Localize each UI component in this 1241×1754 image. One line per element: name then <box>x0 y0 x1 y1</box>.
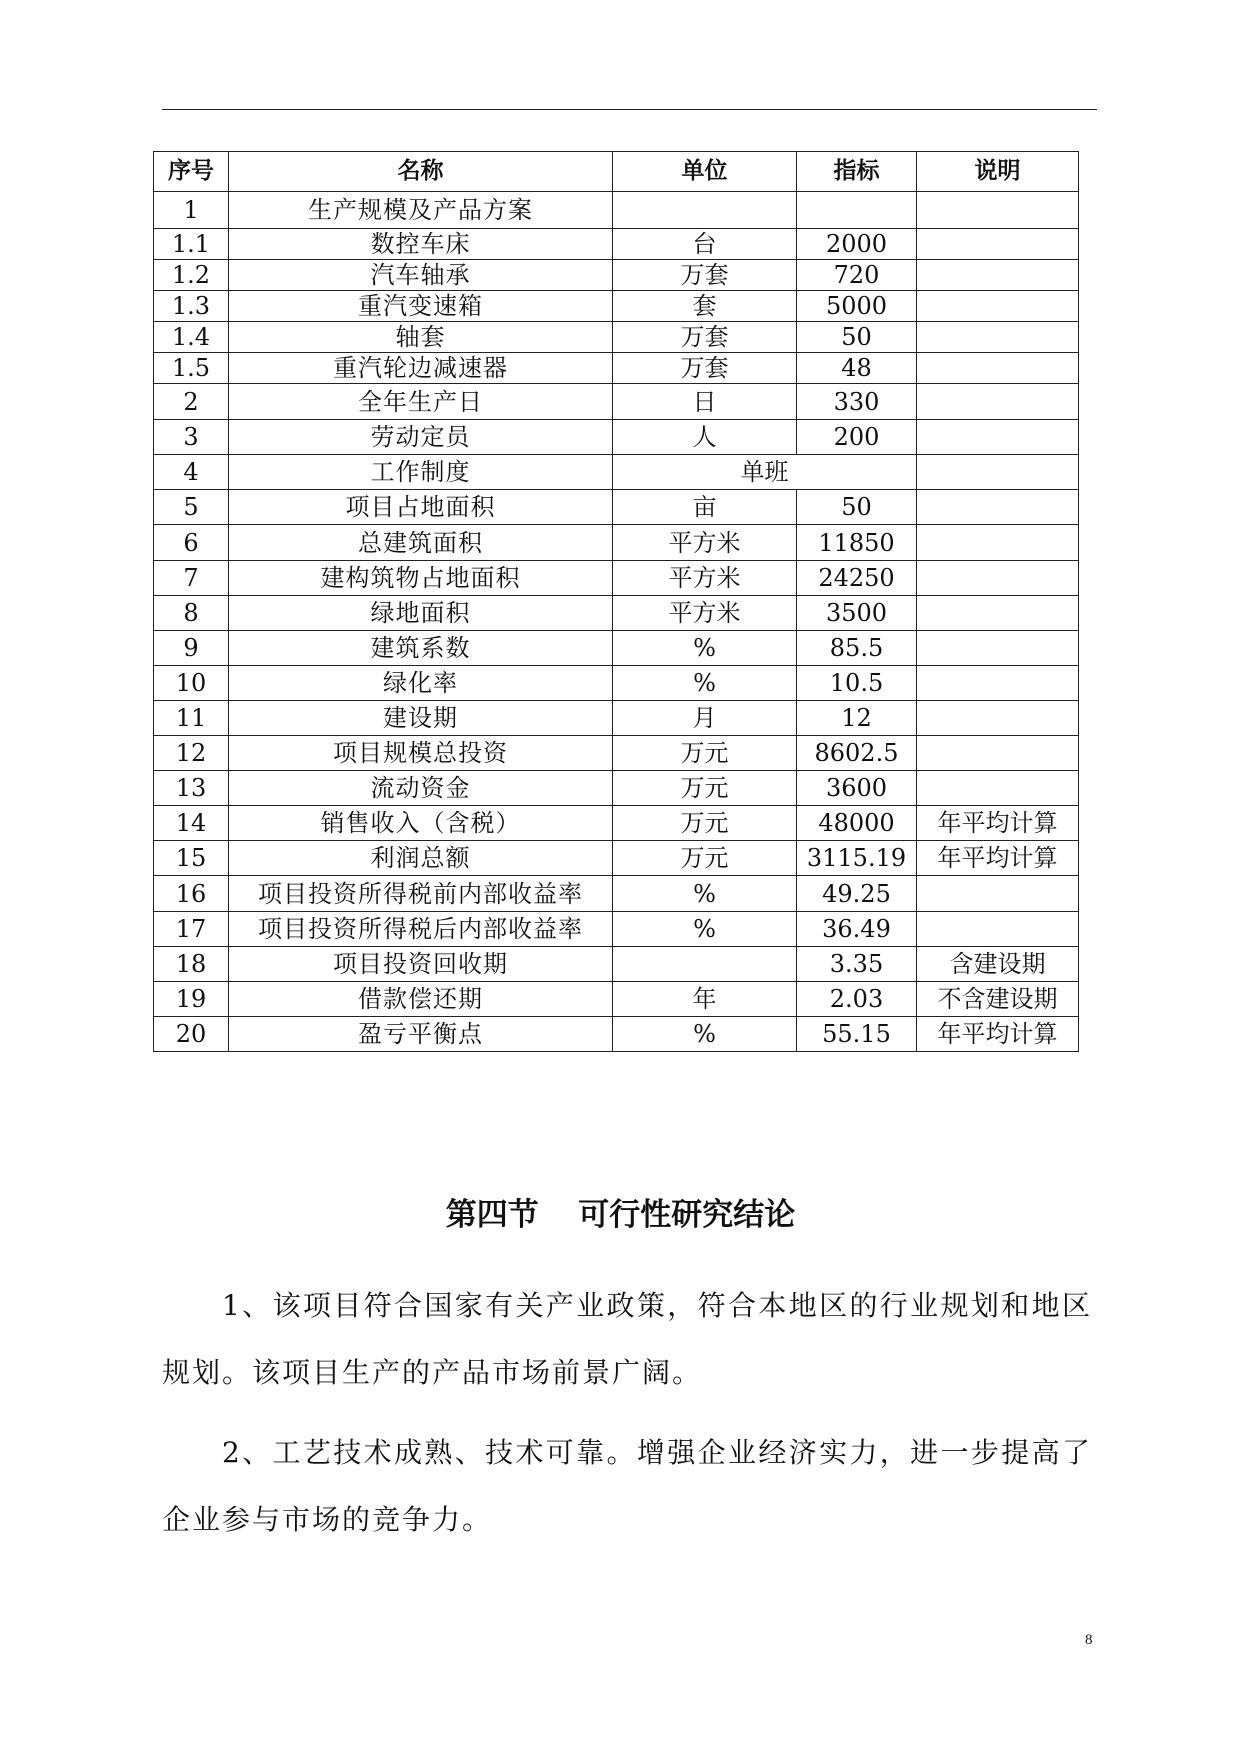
cell-value: 3115.19 <box>797 841 917 876</box>
table-row <box>154 736 1079 771</box>
cell-no: 20 <box>154 1017 229 1052</box>
cell-value: 330 <box>797 384 917 420</box>
cell-unit: 人 <box>613 420 797 455</box>
table-row <box>154 596 1079 631</box>
table-row <box>154 701 1079 736</box>
cell-value <box>797 192 917 229</box>
column-header-name: 名称 <box>229 152 613 192</box>
cell-unit <box>613 192 797 229</box>
cell-name: 重汽变速箱 <box>229 291 613 322</box>
table-row <box>154 525 1079 561</box>
table-row <box>154 841 1079 876</box>
cell-name: 生产规模及产品方案 <box>229 192 613 229</box>
cell-name: 流动资金 <box>229 771 613 806</box>
cell-value: 2000 <box>797 229 917 260</box>
conclusion-paragraph-2 <box>162 1419 1092 1553</box>
cell-name: 建设期 <box>229 701 613 736</box>
cell-value: 10.5 <box>797 666 917 701</box>
cell-name: 利润总额 <box>229 841 613 876</box>
table-header-row <box>154 152 1079 192</box>
cell-value: 55.15 <box>797 1017 917 1052</box>
cell-no: 14 <box>154 806 229 841</box>
cell-value: 48000 <box>797 806 917 841</box>
cell-name: 数控车床 <box>229 229 613 260</box>
cell-unit: 万元 <box>613 806 797 841</box>
table-row <box>154 806 1079 841</box>
cell-no: 12 <box>154 736 229 771</box>
paragraph-text: 2、工艺技术成熟、技术可靠。增强企业经济实力，进一步提高了企业参与市场的竞争力。 <box>162 1436 1092 1536</box>
cell-no: 5 <box>154 490 229 525</box>
cell-note <box>917 322 1079 353</box>
cell-note <box>917 736 1079 771</box>
table-row <box>154 353 1079 384</box>
section-heading: 可行性研究结论 <box>578 1197 796 1233</box>
cell-unit: 万套 <box>613 260 797 291</box>
cell-unit: % <box>613 912 797 947</box>
column-header-unit: 单位 <box>613 152 797 192</box>
cell-no: 1.1 <box>154 229 229 260</box>
table-row <box>154 876 1079 912</box>
cell-value: 3.35 <box>797 947 917 982</box>
cell-no: 6 <box>154 525 229 561</box>
cell-unit: 亩 <box>613 490 797 525</box>
table-row <box>154 384 1079 420</box>
cell-no: 2 <box>154 384 229 420</box>
cell-name: 汽车轴承 <box>229 260 613 291</box>
table-row <box>154 771 1079 806</box>
cell-unit: 套 <box>613 291 797 322</box>
cell-note <box>917 384 1079 420</box>
cell-no: 1.5 <box>154 353 229 384</box>
table-row <box>154 229 1079 260</box>
cell-value: 720 <box>797 260 917 291</box>
cell-no: 16 <box>154 876 229 912</box>
table-row <box>154 631 1079 666</box>
header-rule <box>162 109 1097 110</box>
cell-note <box>917 876 1079 912</box>
cell-no: 1 <box>154 192 229 229</box>
cell-note <box>917 631 1079 666</box>
cell-note: 年平均计算 <box>917 1017 1079 1052</box>
cell-note <box>917 455 1079 490</box>
column-header-value: 指标 <box>797 152 917 192</box>
table-row <box>154 561 1079 596</box>
cell-name: 绿化率 <box>229 666 613 701</box>
cell-note <box>917 229 1079 260</box>
cell-note <box>917 525 1079 561</box>
section-title <box>0 1189 1241 1234</box>
cell-no: 11 <box>154 701 229 736</box>
table-row <box>154 490 1079 525</box>
cell-no: 1.4 <box>154 322 229 353</box>
cell-name: 盈亏平衡点 <box>229 1017 613 1052</box>
cell-note <box>917 561 1079 596</box>
column-header-no: 序号 <box>154 152 229 192</box>
cell-note <box>917 596 1079 631</box>
cell-value: 5000 <box>797 291 917 322</box>
table-row <box>154 420 1079 455</box>
cell-name: 项目占地面积 <box>229 490 613 525</box>
cell-value: 8602.5 <box>797 736 917 771</box>
cell-unit: % <box>613 666 797 701</box>
table-row <box>154 322 1079 353</box>
table-row <box>154 982 1079 1017</box>
cell-unit: 万元 <box>613 736 797 771</box>
cell-unit: 万元 <box>613 841 797 876</box>
cell-no: 10 <box>154 666 229 701</box>
cell-name: 项目投资所得税后内部收益率 <box>229 912 613 947</box>
cell-unit: % <box>613 1017 797 1052</box>
cell-no: 8 <box>154 596 229 631</box>
cell-name: 项目投资所得税前内部收益率 <box>229 876 613 912</box>
cell-no: 15 <box>154 841 229 876</box>
table-row <box>154 455 1079 490</box>
cell-no: 7 <box>154 561 229 596</box>
cell-note <box>917 353 1079 384</box>
column-header-note: 说明 <box>917 152 1079 192</box>
cell-value: 49.25 <box>797 876 917 912</box>
cell-unit: 平方米 <box>613 561 797 596</box>
cell-name: 绿地面积 <box>229 596 613 631</box>
cell-name: 销售收入（含税） <box>229 806 613 841</box>
cell-unit: 年 <box>613 982 797 1017</box>
cell-no: 1.2 <box>154 260 229 291</box>
cell-unit: % <box>613 876 797 912</box>
cell-value: 24250 <box>797 561 917 596</box>
conclusion-paragraph-1 <box>162 1272 1092 1406</box>
cell-value: 50 <box>797 322 917 353</box>
cell-value: 12 <box>797 701 917 736</box>
cell-value: 85.5 <box>797 631 917 666</box>
cell-value: 200 <box>797 420 917 455</box>
cell-no: 17 <box>154 912 229 947</box>
cell-no: 1.3 <box>154 291 229 322</box>
cell-name: 重汽轮边减速器 <box>229 353 613 384</box>
cell-name: 轴套 <box>229 322 613 353</box>
cell-unit: 万套 <box>613 353 797 384</box>
cell-no: 9 <box>154 631 229 666</box>
cell-unit: 平方米 <box>613 525 797 561</box>
cell-note <box>917 192 1079 229</box>
cell-note <box>917 666 1079 701</box>
cell-note <box>917 420 1079 455</box>
cell-unit: 平方米 <box>613 596 797 631</box>
table-row <box>154 666 1079 701</box>
table-row <box>154 947 1079 982</box>
cell-note <box>917 291 1079 322</box>
cell-no: 18 <box>154 947 229 982</box>
cell-note <box>917 490 1079 525</box>
cell-value: 3600 <box>797 771 917 806</box>
project-indicator-table <box>153 151 1079 1052</box>
cell-note: 年平均计算 <box>917 806 1079 841</box>
page-number: 8 <box>1085 1632 1093 1648</box>
cell-name: 项目投资回收期 <box>229 947 613 982</box>
cell-unit: 台 <box>613 229 797 260</box>
cell-name: 全年生产日 <box>229 384 613 420</box>
cell-unit: 万元 <box>613 771 797 806</box>
cell-value: 50 <box>797 490 917 525</box>
cell-name: 建构筑物占地面积 <box>229 561 613 596</box>
cell-value: 11850 <box>797 525 917 561</box>
cell-note: 不含建设期 <box>917 982 1079 1017</box>
cell-name: 项目规模总投资 <box>229 736 613 771</box>
table-row <box>154 1017 1079 1052</box>
cell-value: 2.03 <box>797 982 917 1017</box>
cell-name: 工作制度 <box>229 455 613 490</box>
cell-note: 年平均计算 <box>917 841 1079 876</box>
cell-name: 总建筑面积 <box>229 525 613 561</box>
cell-note <box>917 771 1079 806</box>
cell-note: 含建设期 <box>917 947 1079 982</box>
cell-merged-unit-value: 单班 <box>613 455 917 490</box>
cell-unit: 万套 <box>613 322 797 353</box>
cell-no: 19 <box>154 982 229 1017</box>
cell-value: 3500 <box>797 596 917 631</box>
cell-name: 借款偿还期 <box>229 982 613 1017</box>
cell-name: 劳动定员 <box>229 420 613 455</box>
section-number: 第四节 <box>445 1197 539 1233</box>
cell-unit: 月 <box>613 701 797 736</box>
cell-note <box>917 701 1079 736</box>
table-row <box>154 192 1079 229</box>
cell-name: 建筑系数 <box>229 631 613 666</box>
table-body <box>154 192 1079 1052</box>
cell-note <box>917 912 1079 947</box>
cell-no: 13 <box>154 771 229 806</box>
paragraph-text: 1、该项目符合国家有关产业政策，符合本地区的行业规划和地区规划。该项目生产的产品市场前景广阔。 <box>162 1289 1092 1389</box>
cell-note <box>917 260 1079 291</box>
cell-unit: 日 <box>613 384 797 420</box>
cell-no: 3 <box>154 420 229 455</box>
cell-no: 4 <box>154 455 229 490</box>
cell-unit: % <box>613 631 797 666</box>
cell-unit <box>613 947 797 982</box>
table-row <box>154 912 1079 947</box>
table-row <box>154 291 1079 322</box>
table-row <box>154 260 1079 291</box>
cell-value: 36.49 <box>797 912 917 947</box>
cell-value: 48 <box>797 353 917 384</box>
